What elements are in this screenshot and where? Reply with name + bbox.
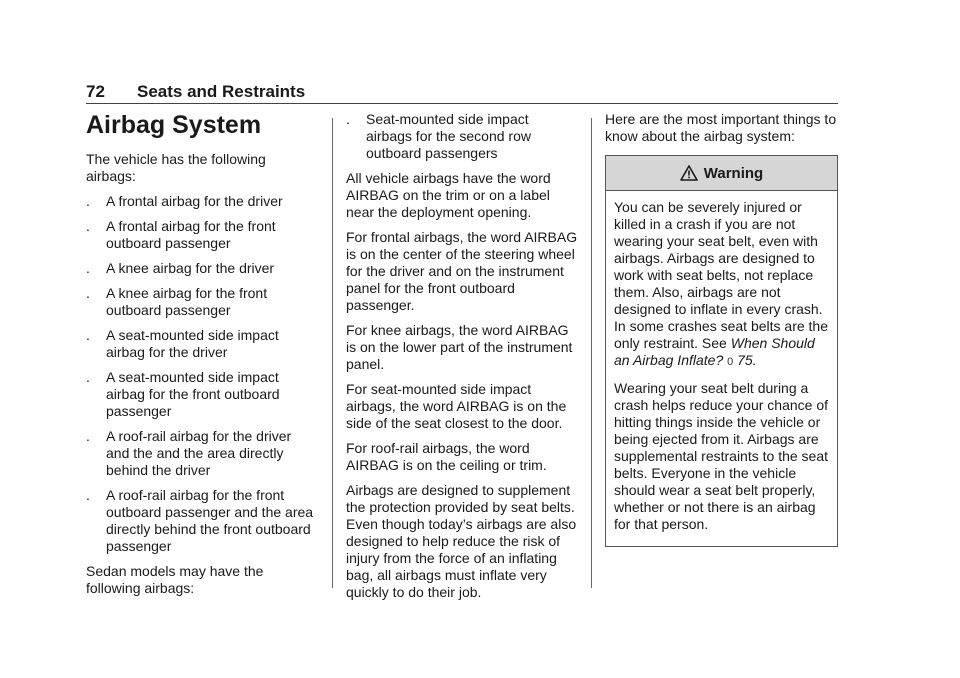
warning-paragraph: Wearing your seat belt during a crash helps reduce your chance of hitting things inside the vehicle or being ejected from it. Airbags are supplemental restraints to the seat belts. Everyone in the vehicle should wear a seat belt properly, whether or not there is an airbag for that person. (614, 380, 829, 532)
warning-paragraph (614, 199, 829, 371)
body-paragraph: For roof-rail airbags, the word AIRBAG is on the ceiling or trim. (346, 440, 547, 473)
warning-body (606, 191, 837, 546)
column-1 (86, 111, 318, 605)
warning-text: You can be severely injured or killed in a crash if you are not wearing your seat belt, even with airbags. Airbags are designed to work with seat belts, not replace them. Also, airbags are not designed to inflate in every crash. In some crashes seat belts are the only restraint. See (614, 199, 828, 351)
warning-header (606, 156, 837, 191)
list-item (86, 428, 318, 479)
column-3 (605, 111, 838, 547)
cross-reference-link[interactable]: When Should an Airbag Inflate? (614, 335, 815, 368)
bullet-marker: . (86, 428, 90, 444)
list-item-text: A roof-rail airbag for the driver and the and the area directly behind the driver (106, 428, 292, 478)
list-item-text: Seat-mounted side impact airbags for the second row outboard passengers (366, 111, 531, 161)
airbag-list (86, 193, 318, 555)
warning-box (605, 155, 838, 547)
warning-title: Warning (703, 164, 764, 182)
list-item-text: A knee airbag for the front outboard passenger (106, 285, 268, 318)
body-paragraph: For knee airbags, the word AIRBAG is on the lower part of the instrument panel. (346, 322, 573, 372)
bullet-marker: . (86, 369, 90, 385)
list-item-text: A seat-mounted side impact airbag for the front outboard passenger (106, 369, 280, 419)
body-paragraph: For seat-mounted side impact airbags, the word AIRBAG is on the side of the seat closest to the door. (346, 381, 567, 431)
list-item-text: A seat-mounted side impact airbag for the driver (106, 327, 279, 360)
page-number: 72 (86, 82, 105, 101)
body-paragraph: All vehicle airbags have the word AIRBAG on the trim or on a label near the deployment opening. (346, 170, 551, 220)
list-item (86, 327, 318, 361)
list-item-text: A roof-rail airbag for the front outboard passenger and the area directly behind the front outboard passenger (106, 487, 314, 554)
list-item (86, 260, 318, 277)
list-item (86, 193, 318, 210)
sedan-airbag-list (346, 111, 578, 162)
page-title: Airbag System (86, 111, 262, 139)
column-2 (346, 111, 578, 609)
list-item (86, 369, 318, 420)
list-item (86, 285, 318, 319)
body-paragraph: For frontal airbags, the word AIRBAG is on the center of the steering wheel for the driver and on the instrument panel for the front outboard passenger. (346, 229, 578, 313)
bullet-marker: . (346, 111, 350, 127)
page-reference[interactable]: 75 (737, 352, 753, 368)
intro-paragraph: Here are the most important things to know about the airbag system: (605, 111, 837, 144)
sentence-end: . (752, 352, 757, 368)
list-item-text: A frontal airbag for the front outboard passenger (106, 218, 276, 251)
intro-paragraph: The vehicle has the following airbags: (86, 151, 266, 184)
list-item-text: A frontal airbag for the driver (106, 193, 283, 209)
warning-triangle-icon (680, 165, 698, 181)
bullet-marker: . (86, 285, 90, 301)
column-divider (591, 118, 592, 588)
bullet-marker: . (86, 487, 90, 503)
header-rule (86, 103, 838, 104)
section-title: Seats and Restraints (137, 82, 306, 101)
page-reference-icon: 0 (727, 356, 734, 368)
list-item (86, 487, 318, 555)
outro-paragraph: Sedan models may have the following airbags: (86, 563, 264, 596)
list-item (86, 218, 318, 252)
list-item (346, 111, 578, 162)
bullet-marker: . (86, 260, 90, 276)
bullet-marker: . (86, 218, 90, 234)
bullet-marker: . (86, 327, 90, 343)
bullet-marker: . (86, 193, 90, 209)
list-item-text: A knee airbag for the driver (106, 260, 275, 276)
column-divider (332, 118, 333, 588)
body-paragraph: Airbags are designed to supplement the protection provided by seat belts. Even though today’s airbags are also designed to help reduce the risk of injury from the force of an inflating bag, all airbags must inflate very quickly to do their job. (346, 482, 577, 600)
